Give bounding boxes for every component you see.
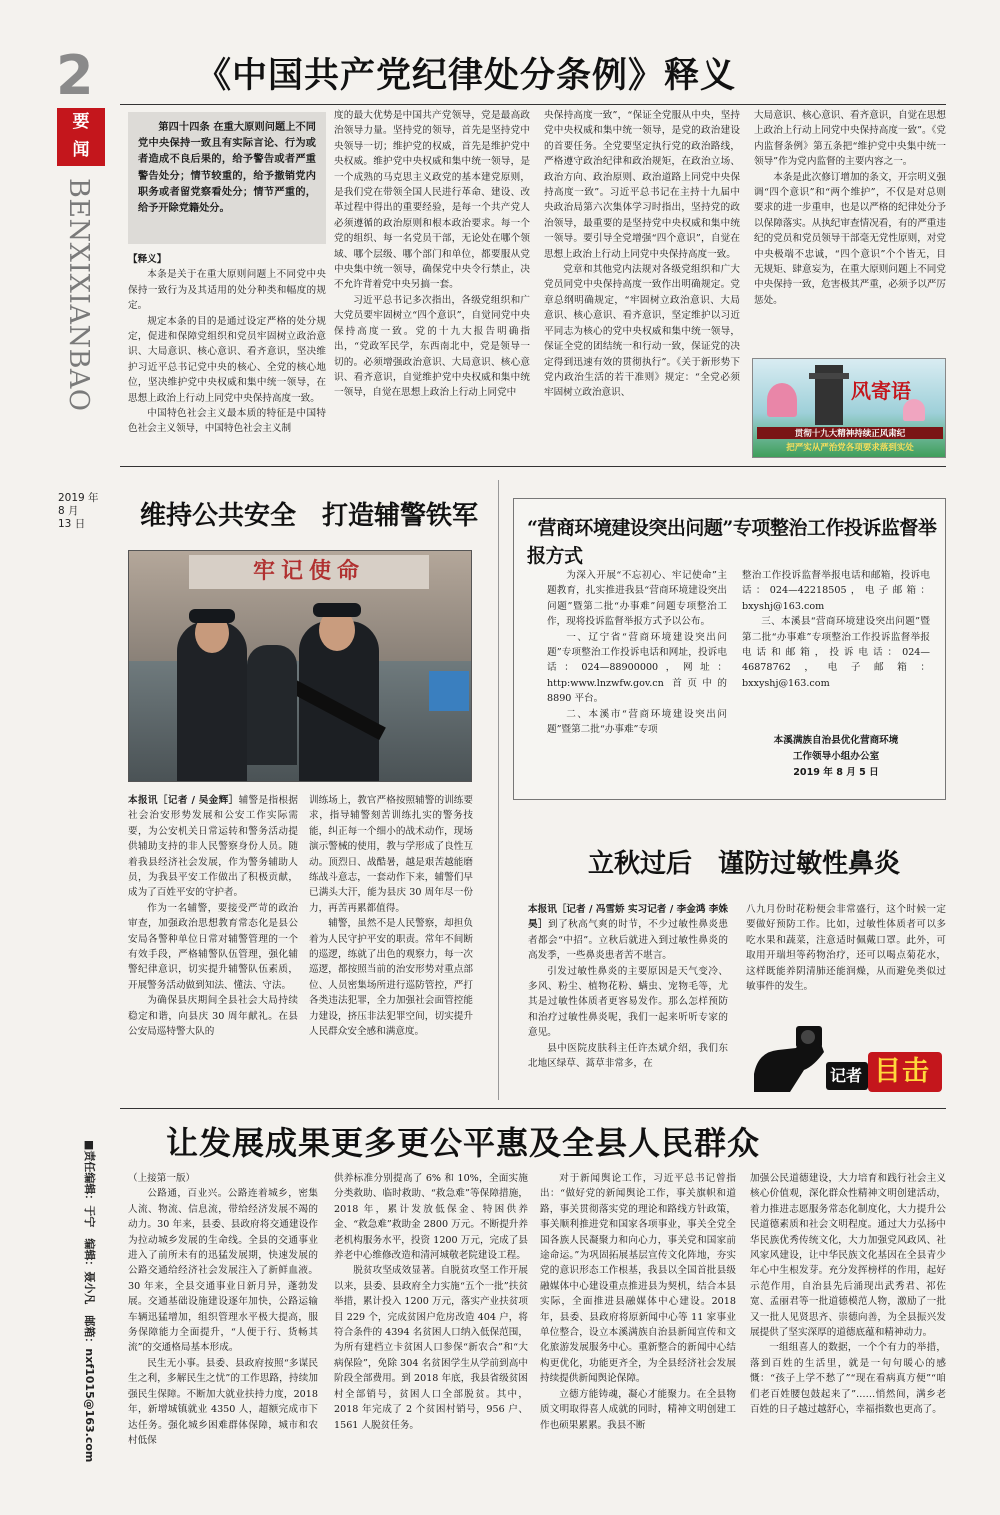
report-notice-title: “营商环境建设突出问题”专项整治工作投诉监督举报方式 [527,517,937,567]
allergy-article-title: 立秋过后 谨防过敏性鼻炎 [588,849,901,879]
lotus-icon [767,383,797,417]
paragraph: 立德方能铸魂，凝心才能聚力。在全县物质文明取得喜人成就的同时，精神文明创建工作也硕果累累。我县不断 [540,1388,736,1431]
photo-banner: 牢记使命 [189,555,429,589]
page-number: 2 [56,44,94,107]
paragraph: 央保持高度一致”，“保证全党服从中央，坚持党中央权威和集中统一领导，是党的政治建设的首要任务。全党要坚定执行党的政治路线，严格遵守政治纪律和政治规矩，在政治立场、政治方向、政治原则、政治道路上同党中央保持高度一致”。习近平总书记在主持十九届中央政治局第六次集体学习时指出，坚持党的政治领导，最重要的是坚持党中央权威和集中统一领导。要引导全党增强“四个意识”，自觉在思想上政治上行动上同党中央保持高度一致。 [544,110,740,260]
ad-title: 风寄语 [851,379,911,403]
paragraph: 一组组喜人的数据，一个个有力的举措，落到百姓的生活里，就是一句句暖心的感慨：“孩子上学不愁了”“现在看病真方便”“咱们老百姓腰包鼓起来了”……悄然间，满乡老百姓的日子越过越舒心，幸福指数也更高了。 [750,1342,946,1416]
officer-cap [189,609,235,623]
paragraph: 脱贫攻坚成效显著。自脱贫攻坚工作开展以来，县委、县政府全力实施“五个一批”扶贫举措，累计投入 1200 万元，落实产业扶贫项目 229 个，完成贫困户危房改造 404 户，将符合条件的 4394 名贫困人口纳入低保范围，为所有建档立卡贫困人口参保“新农合”和“大病保险”，免除 304 名贫困学生从学前到高中阶段全部费用。到 2018 年底，我县省级贫困村全部销号，贫困人口全部脱贫。其中，2018 年完成了 2 个贫困村销号，956 户、1561 人脱贫任务。 [334,1265,528,1431]
issue-date [58,492,99,531]
allergy-column-2 [746,902,946,1017]
newspaper-pinyin-name [58,178,98,468]
section-divider [120,466,946,467]
paragraph: 县中医院皮肤科主任许杰斌介绍，我们东北地区绿草、蒿草非常多，在 [528,1042,728,1070]
signature-line: 本溪满族自治县优化营商环境 [773,735,899,746]
page-title: 《中国共产党纪律处分条例》释义 [196,56,737,96]
section-label-char-1: 要 [72,112,90,132]
badge-text-left: 记者 [830,1066,863,1085]
continued-label: （上接第一版） [128,1173,196,1184]
paragraph: 辅警，虽然不是人民警察，却担负着为人民守护平安的职责。常年不间断的巡逻，练就了出色的观察力，每一次巡逻，都按照当前的治安形势对重点部位、人员密集场所进行巡防管控，严打各类违法犯罪，全力加强社会面管控能力建设，挤压非法犯罪空间，切实提升人民群众安全感和满意度。 [309,918,473,1038]
paragraph: 一、辽宁省“营商环境建设突出问题”专项整治工作投诉电话和网址，投诉电话：024—88900000，网址：http:www.lnzwfw.gov.cn 首页中的 8890 平台。 [547,631,727,705]
ad-line-2: 把严实从严治党各项要求落到实处 [786,443,914,453]
development-column-4 [750,1171,946,1466]
paragraph: 中国特色社会主义最本质的特征是中国特色社会主义领导，中国特色社会主义制 [128,408,326,435]
issue-date-year: 2019 年 [58,492,99,504]
interpretation-label: 【释义】 [128,254,167,265]
issue-date-month: 8 月 [58,505,79,517]
byline: 本报讯［记者 / 吴金辉］ [128,795,239,806]
ad-line-1: 贯彻十九大精神持续正风肃纪 [757,427,943,439]
pagoda-icon [815,365,843,425]
badge-text-right: 目击 [874,1056,930,1087]
byline: 本报讯［记者 / 冯雪娇 实习记者 / 李金鸿 李姝昊］ [528,904,728,931]
interpretation-column-4 [754,108,946,348]
paragraph: 习近平总书记多次指出，各级党组织和广大党员要牢固树立“四个意识”，自觉同党中央保持高度一致。党的十九大报告明确指出，“党政军民学，东西南北中，党是领导一切的。必须增强政治意识、大局意识、核心意识、看齐意识，自觉维护党中央权威和集中统一领导，自觉在思想上政治上行动上同党中 [334,294,530,399]
clause-box: 第四十四条 在重大原则问题上不同党中央保持一致且有实际言论、行为或者造成不良后果的，给予警告或者严重警告处分；情节较重的，给予撤销党内职务或者留党察看处分；情节严重的，给予开除党籍处分。 [128,112,326,244]
paragraph: 为确保县庆期间全县社会大局持续稳定和谐，向县庆 30 周年献礼。在县公安局巡特警大队的 [128,995,298,1038]
report-column-1 [547,568,727,768]
paragraph: 到了秋高气爽的时节，不少过敏性鼻炎患者都会“中招”。立秋后就进入到过敏性鼻炎的高发季，一些鼻炎患者苦不堪言。 [528,919,728,962]
anti-corruption-ad [752,358,946,458]
paragraph: 规定本条的目的是通过设定严格的处分规定，促进和保障党组织和党员牢固树立政治意识、大局意识、核心意识、看齐意识，坚决维护习近平总书记党中央的核心、全党的核心地位，坚决维护党中央权威和集中统一领导，在思想上政治上行动上同党中央保持高度一致。 [128,315,326,404]
column-divider [498,480,499,1100]
paragraph: 公路通，百业兴。公路连着城乡，密集人流、物流、信息流，带给经济发展不竭的动力。30 年来，县委、县政府将交通建设作为拉动城乡发展的生命线。全县的交通事业进入了前所未有的迅猛发展期，快速发展的公路交通给经济社会发展注入了新鲜血液。30 年来，全县交通事业日新月异，蓬勃发展。交通基础设施建设逐年加快，公路运输车辆迅猛增加，组织管理水平极大提高，服务保障能力全面提升，“人便于行、货畅其流”的交通格局基本形成。 [128,1188,318,1354]
paragraph: 作为一名辅警，要接受严苛的政治审查，加强政治思想教育常态化是县公安局各警种单位日常对辅警管理的一个有效手段，严格辅警队伍管理，强化辅警纪律意识，切实提升辅警队伍素质，开展警务活动做到知法、懂法、守法。 [128,902,298,991]
paragraph: 党章和其他党内法规对各级党组织和广大党员同党中央保持高度一致作出明确规定。党章总纲明确规定，“牢固树立政治意识、大局意识、核心意识、看齐意识，坚定维护以习近平同志为核心的党中央权威和集中统一领导，保证全党的团结统一和行动一致，保证党的决定得到迅速有效的贯彻执行”。《关于新形势下党内政治生活的若干准则》规定：“全党必须牢固树立政治意识、 [544,264,740,399]
paragraph: 为深入开展“不忘初心、牢记使命”主题教育，扎实推进我县“营商环境建设突出问题”暨第二批“办事难”问题专项整治工作，现将投诉监督举报方式予以公布。 [547,570,727,628]
paragraph: 度的最大优势是中国共产党领导，党是最高政治领导力量。坚持党的领导，首先是坚持党中央领导一切；维护党的权威，首先是维护党中央权威。维护党中央权威和集中统一领导，是一个成熟的马克思主义政党的基本建党原则，是我们党在带领全国人民进行革命、建设、改革过程中得出的重要经验，是每一个共产党人必须遵循的政治原则和根本政治要求。每一个党的组织、每一名党员干部，无论处在哪个领域、哪个层级、哪个部门和单位，都要服从党中央集中统一领导，确保党中央令行禁止，决不允许背着党中央另搞一套。 [334,110,530,291]
officer-cap [313,603,361,617]
paragraph: 二、本溪市“营商环境建设突出问题”暨第二批“办事难”专项 [547,708,727,736]
newspaper-pinyin-text: BENXIXIANBAO [63,178,94,412]
development-column-3 [540,1171,736,1466]
paragraph: 大局意识、核心意识、看齐意识，自觉在思想上政治上行动上同党中央保持高度一致”。《党内监督条例》第五条把“维护党中央集中统一领导”作为党内监督的主要内容之一。 [754,110,946,168]
section-label-char-2: 闻 [72,140,90,160]
interpretation-column-1 [128,252,326,457]
interpretation-column-2 [334,108,530,458]
editor-credit-text: ■责任编辑：于宁 编辑：聂小凡 邮箱：nxf1015@163.com [83,1140,96,1463]
editor-credit [84,1140,104,1480]
paragraph: 训练场上，教官严格按照辅警的训练要求，指导辅警刻苦训练扎实的警务技能，纠正每一个细小的战术动作，现场演示警械的使用，教与学形成了良性互动。顶烈日、战酷暑，越是艰苦越能磨练战斗意志，一套动作下来，辅警们早已满头大汗，能为县庆 30 周年尽一份力，再苦再累都值得。 [309,795,473,914]
paragraph: 供养标准分别提高了 6% 和 10%，全面实施分类救助、临时救助、“救急难”等保障措施，2018 年，累计发放低保金、特困供养金、“救急难”救助金 2800 万元。不断提升养老机构服务水平，投资 1200 万元，完成了县养老中心维修改造和清河城敬老院建设工程。 [334,1173,528,1262]
police-column-2 [309,793,473,1098]
police-photo [128,550,472,782]
paragraph: 八九月份时花粉便会非常盛行，这个时候一定要做好预防工作。比如，过敏性体质者可以多吃水果和蔬菜，注意适时佩戴口罩。此外，可取用开瑞坦等药物治疗，还可以喝点菊花水，这样既能养阴清肺还能润燥，从而避免类似过敏事件的发生。 [746,904,946,993]
police-column-1 [128,793,298,1098]
paragraph: 辅警是指根据社会治安形势发展和公安工作实际需要，为公安机关日常运转和警务活动提供辅助支持的非人民警察身份人员。随着我县经济社会发展，作为警务辅助人员，为我县平安工作做出了积极贡献，成为了百姓平安的守护者。 [128,795,298,899]
paragraph: 民生无小事。县委、县政府按照“多谋民生之利，多解民生之忧”的工作思路，持续加强民生保障。不断加大就业扶持力度，2018 年，新增城镇就业 4350 人，超额完成市下达任务。强化城乡困难群体保障，城市和农村低保 [128,1357,318,1446]
section-label [57,108,105,166]
section-divider [120,1108,946,1109]
report-column-2 [742,568,930,698]
paragraph: 引发过敏性鼻炎的主要原因是天气变冷、多风、粉尘、植物花粉、螨虫、宠物毛等，尤其是过敏性体质者更容易发作。那么怎样预防和治疗过敏性鼻炎呢，我们一起来听听专家的意见。 [528,965,728,1039]
header-divider [120,104,946,105]
development-column-1 [128,1171,318,1466]
photo-chairs [429,671,469,711]
reporter-witness-badge [744,1022,944,1094]
interpretation-column-3 [544,108,740,458]
paragraph: 对于新闻舆论工作，习近平总书记曾指出：“做好党的新闻舆论工作，事关旗帜和道路，事关贯彻落实党的理论和路线方针政策，事关顺利推进党和国家各项事业，事关全党全国各族人民凝聚力和向心力，事关党和国家前途命运。”为巩固拓展基层宣传文化阵地，夯实党的意识形态工作根基，我县以全国首批县级融媒体中心建设重点推进县为契机，结合本县实际，全面推进县融媒体中心建设。2018 年，县委、县政府将原新闻中心等 11 家事业单位整合，设立本溪满族自治县新闻宣传和文化旅游发展服务中心。重新整合的新闻中心结构更优化，功能更齐全，为全县经济社会发展持续提供新闻舆论保障。 [540,1173,736,1385]
paragraph: 本条是此次修订增加的条文，开宗明义强调“四个意识”和“两个维护”，不仅是对总则要求的进一步重申，也是以严格的纪律处分予以保障落实。从执纪审查情况看，有的严重违纪的党员和党员领导干部毫无党性原则，对党中央极端不忠诚，“四个意识”个个皆无，目无规矩、肆意妄为，在重大原则问题上不同党中央保持一致，危害极其严重，必须予以严厉惩处。 [754,171,946,306]
paragraph: 加强公民道德建设，大力培育和践行社会主义核心价值观，深化群众性精神文明创建活动，着力推进志愿服务常态化制度化，大力提升公民道德素质和社会文明程度。通过大力弘扬中华民族优秀传统文化，大力加强党风政风、社风家风建设，让中华民族文化基因在全县青少年心中生根发芽。充分发挥榜样的作用，起好示范作用，自治县先后涌现出武秀君、祁佐宽、孟丽君等一批道德模范人物，激励了一批又一批人见贤思齐、崇德向善，为全县振兴发展提供了坚实深厚的道德底蕴和精神动力。 [750,1173,946,1339]
report-signature [742,733,930,781]
allergy-column-1 [528,902,728,1092]
signature-line: 工作领导小组办公室 [792,751,880,762]
police-article-title: 维持公共安全 打造辅警铁军 [140,501,479,531]
paragraph: 三、本溪县“营商环境建设突出问题”暨第二批“办事难”专项整治工作投诉监督举报电话和邮箱，投诉电话：024—46878762，电子邮箱：bxxyshj@163.com [742,616,930,689]
development-column-2 [334,1171,528,1466]
signature-date: 2019 年 8 月 5 日 [793,767,879,778]
paragraph: 整治工作投诉监督举报电话和邮箱，投诉电话：024—42218505，电子邮箱：bxyshj@163.com [742,570,930,612]
officer-figure [247,645,297,765]
issue-date-day: 13 日 [58,518,86,530]
paragraph: 本条是关于在重大原则问题上不同党中央保持一致行为及其适用的处分种类和幅度的规定。 [128,269,326,312]
development-article-title: 让发展成果更多更公平惠及全县人民群众 [166,1124,761,1162]
